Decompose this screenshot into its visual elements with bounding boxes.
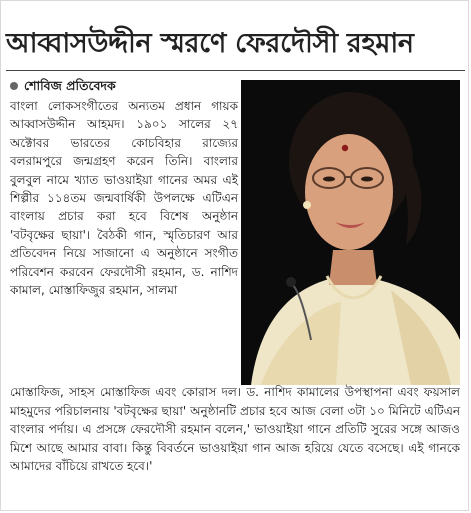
byline-text: শোবিজ প্রতিবেদক bbox=[24, 78, 116, 93]
singer-portrait-image bbox=[241, 80, 460, 385]
article-body-continued: মোস্তাফিজ, সাহস মোস্তাফিজ এবং কোরাস দল। ড. নাশিদ কামালের উপস্থাপনা এবং ফয়সাল মাহমুদের পরিচালনায় 'বটবৃক্ষের ছায়া' অনুষ্ঠানটি প্রচার হবে আজ বেলা ৩টা ১০ মিনিটে এটিএন বাংলার পর্দায়। এ প্রসঙ্গে ফেরদৌসী রহমান বলেন,' ভাওয়াইয়া গানে প্রতিটি সুরের সঙ্গে আজও মিশে আছে আমার বাবা। কিন্তু বিবর্তনে ভাওয়াইয়া গান আজ হরিয়ে যেতে বসেছে। এই গানকে আমাদের বাঁচিয়ে রাখতে হবে।' bbox=[10, 385, 460, 474]
article-body-column: বাংলা লোকসংগীতের অন্যতম প্রধান গায়ক আব্বাসউদ্দীন আহমদ। ১৯০১ সালের ২৭ অক্টোবর ভারতের কোচবিহার রাজ্যের বলরামপুরে জন্মগ্রহণ করেন তিনি। বাংলার বুলবুল নামে খ্যাত ভাওয়াইয়া গানের অমর এই শিল্পীর ১১৪তম জন্মবার্ষিকী উপলক্ষে এটিএন বাংলায় প্রচার করা হবে বিশেষ অনুষ্ঠান 'বটবৃক্ষের ছায়া'। বৈঠকী গান, স্মৃতিচারণ আর প্রতিবেদন নিয়ে সাজানো এ অনুষ্ঠানে সংগীত পরিবেশন করবেন ফেরদৌসী রহমান, ড. নাশিদ কামাল, মোস্তাফিজুর রহমান, সালমা bbox=[10, 99, 238, 298]
headline-rule bbox=[6, 70, 465, 71]
byline bbox=[10, 76, 116, 96]
singer-photo bbox=[241, 80, 460, 385]
headline: আব্বাসউদ্দীন স্মরণে ফেরদৌসী রহমান bbox=[6, 28, 414, 59]
bullet-icon bbox=[10, 82, 18, 90]
